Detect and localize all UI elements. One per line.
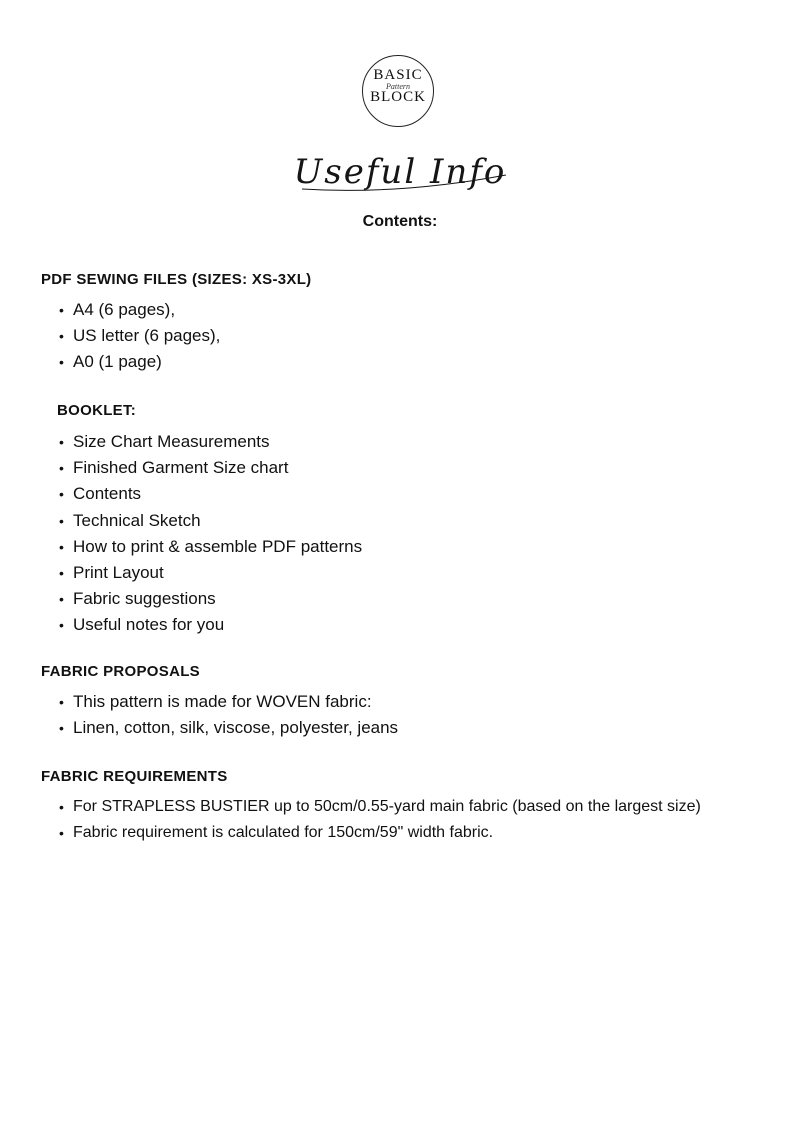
section-fabric-proposals <box>41 662 398 741</box>
fabric-proposals-list <box>41 689 398 741</box>
list-item: • Print Layout <box>41 560 362 586</box>
script-title-text: Useful Info <box>293 152 507 192</box>
list-item: • Fabric suggestions <box>41 586 362 612</box>
section-heading: PDF SEWING FILES (SIZES: XS-3XL) <box>41 271 312 288</box>
fabric-requirements-list <box>41 794 701 846</box>
section-booklet <box>41 401 362 639</box>
booklet-list <box>41 429 362 639</box>
logo-line-block: BLOCK <box>370 89 426 105</box>
section-heading: BOOKLET: <box>57 402 137 419</box>
list-item: • Technical Sketch <box>41 508 362 534</box>
list-item: • How to print & assemble PDF patterns <box>41 534 362 560</box>
brand-logo <box>362 55 434 127</box>
section-heading: FABRIC PROPOSALS <box>41 663 200 680</box>
list-item: • Contents <box>41 481 362 507</box>
list-item: • This pattern is made for WOVEN fabric: <box>41 689 398 715</box>
logo-line-basic: BASIC <box>373 67 423 83</box>
list-item: • A4 (6 pages), <box>41 297 311 323</box>
pdf-files-list <box>41 297 311 376</box>
list-item: • Size Chart Measurements <box>41 429 362 455</box>
useful-info-script-title <box>280 145 520 200</box>
list-item: • Finished Garment Size chart <box>41 455 362 481</box>
logo-line-pattern: Pattern <box>386 82 410 91</box>
list-item: • US letter (6 pages), <box>41 323 311 349</box>
list-item: • Linen, cotton, silk, viscose, polyester, jeans <box>41 715 398 741</box>
section-pdf-files <box>41 270 311 376</box>
list-item: • Fabric requirement is calculated for 150cm/59" width fabric. <box>41 820 701 846</box>
list-item: • For STRAPLESS BUSTIER up to 50cm/0.55-yard main fabric (based on the largest size) <box>41 794 701 820</box>
list-item: • Useful notes for you <box>41 612 362 638</box>
contents-heading: Contents: <box>362 213 438 230</box>
section-heading: FABRIC REQUIREMENTS <box>41 768 228 785</box>
list-item: • A0 (1 page) <box>41 349 311 375</box>
section-fabric-requirements <box>41 767 701 846</box>
